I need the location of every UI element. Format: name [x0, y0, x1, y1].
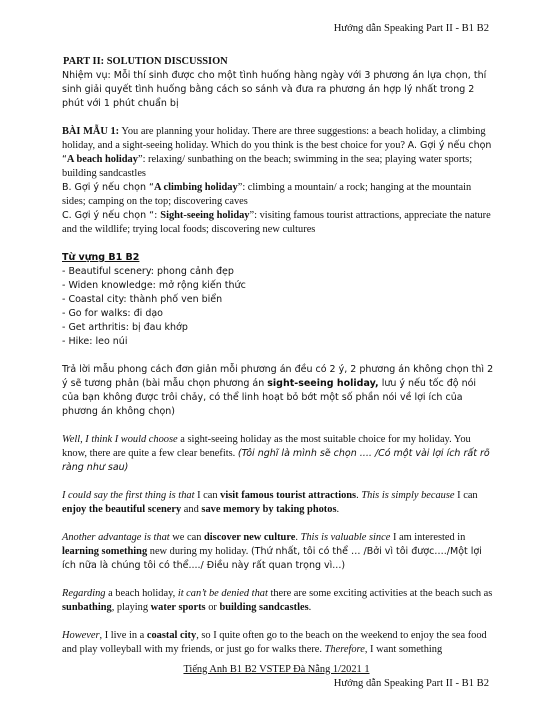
option-a: A. Gợi ý nếu chọn “A beach holiday”: relaxing/ sunbathing on the beach; swimming in the sea; playing water sports; building sandcastles: [62, 140, 492, 179]
section-title: PART II: SOLUTION DISCUSSION: [63, 56, 228, 67]
sample-prompt: BÀI MẪU 1: You are planning your holiday. There are three suggestions: a beach holiday, a climbing holiday, and a sight-seeing holiday. Which do you think is the best choice for you? A. Gợi ý nếu chọn “A beach holiday”: relaxing/ sunbathing on the beach; swimming in the sea; playing water sports; building sandcastles B. Gợi ý nếu chọn “A climbing holiday”: climbing a mountain/ a rock; hanging at the mountain sides; camping on the top; discovering caves C. Gợi ý nếu chọn “: Sight-seeing holiday”: visiting famous tourist attractions, appreciate the nature and the wildlife; trying local foods; discovering new cultures: [62, 126, 492, 235]
answer-note: Trả lời mẫu phong cách đơn giản mỗi phương án đều có 2 ý, 2 phương án không chọn thì 2 ý sẽ tương phản (bài mẫu chọn phương án sight-seeing holiday, lưu ý nếu tốc độ nói của bạn không được trôi chảy, có thể linh hoạt bỏ bớt một số phần nói về lợi ích của phương án không chọn): [62, 364, 494, 417]
option-b: B. Gợi ý nếu chọn “A climbing holiday”: climbing a mountain/ a rock; hanging at the mountain sides; camping on the top; discovering caves: [62, 182, 472, 207]
vocab-item: - Get arthritis: bị đau khớp: [62, 322, 188, 333]
page-header: Hướng dẫn Speaking Part II - B1 B2: [333, 23, 489, 34]
answer-paragraph-5: However, I live in a coastal city, so I quite often go to the beach on the weekend to enjoy the sea food and play volleyball with my friends, or just go for walks there. Therefore, I want something: [62, 630, 487, 655]
sample-label: BÀI MẪU 1:: [62, 126, 120, 137]
next-page-header: Hướng dẫn Speaking Part II - B1 B2: [333, 678, 489, 689]
answer-paragraph-2: I could say the first thing is that I can visit famous tourist attractions. This is simply because I can enjoy the beautiful scenery and save memory by taking photos.: [62, 490, 478, 515]
vocab-item: - Beautiful scenery: phong cảnh đẹp: [62, 266, 234, 277]
task-description: Nhiệm vụ: Mỗi thí sinh được cho một tình huống hàng ngày với 3 phương án lựa chọn, thí sinh giải quyết tình huống bằng cách so sánh và đưa ra phương án hợp lý nhất trong 2 phút với 1 phút chuẩn bị: [62, 70, 487, 109]
vocab-item: - Go for walks: đi dạo: [62, 308, 163, 319]
vocab-item: - Hike: leo núi: [62, 336, 128, 347]
answer-paragraph-4: Regarding a beach holiday, it can’t be denied that there are some exciting activities at the beach such as sunbathing, playing water sports or building sandcastles.: [62, 588, 493, 613]
vocab-list: [62, 265, 494, 349]
vocab-item: - Coastal city: thành phố ven biển: [62, 294, 223, 305]
option-c: C. Gợi ý nếu chọn “: Sight-seeing holiday”: visiting famous tourist attractions, appreciate the nature and the wildlife; trying local foods; discovering new cultures: [62, 210, 491, 235]
answer-paragraph-1: Well, I think I would choose a sight-seeing holiday as the most suitable choice for my holiday. You know, there are quite a few clear benefits. (Tôi nghĩ là mình sẽ chọn .... /Có một vài lợi ích rất rõ ràng như sau): [62, 434, 490, 473]
vocab-item: - Widen knowledge: mở rộng kiến thức: [62, 280, 246, 291]
answer-paragraph-3: Another advantage is that we can discover new culture. This is valuable since I am interested in learning something new during my holiday. (Thứ nhất, tôi có thể … /Bởi vì tôi được…./Một lợi ích nữa là chúng tôi có thể..../ Điều này rất quan trọng vì...): [62, 532, 482, 571]
vocab-title: Từ vựng B1 B2: [62, 252, 140, 263]
page-footer: Tiếng Anh B1 B2 VSTEP Đà Nẵng 1/2021 1: [183, 664, 370, 675]
page-content: [62, 55, 494, 657]
